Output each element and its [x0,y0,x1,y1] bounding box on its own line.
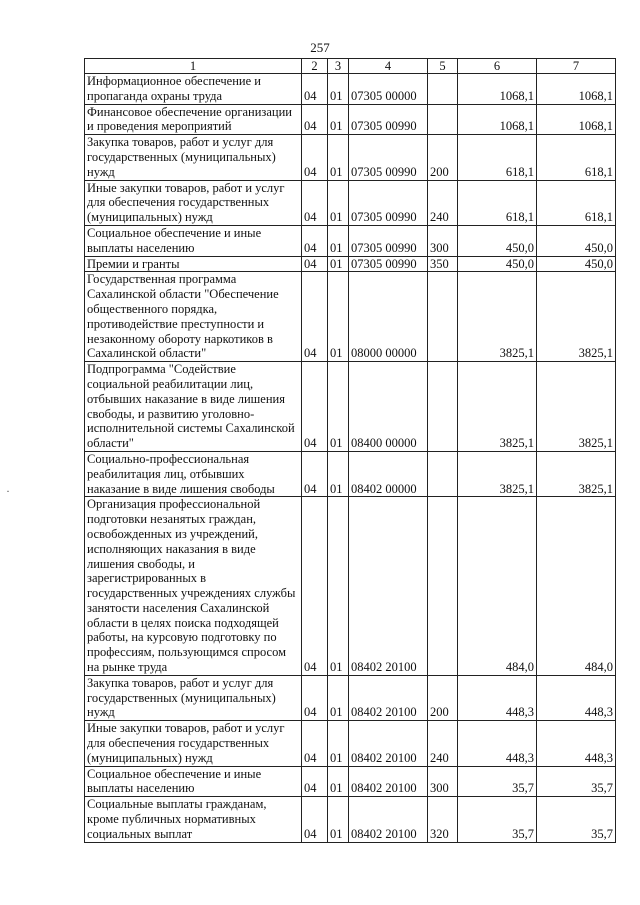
cell-section: 04 [302,272,328,362]
cell-subsection: 01 [328,135,349,180]
cell-amount-1: 450,0 [458,256,537,272]
cell-target-article: 08402 20100 [349,721,428,766]
cell-amount-1: 450,0 [458,225,537,256]
cell-name: Финансовое обеспечение организации и проведения мероприятий [85,104,302,135]
cell-target-article: 07305 00990 [349,225,428,256]
cell-expense-type: 240 [428,180,458,225]
cell-name: Премии и гранты [85,256,302,272]
cell-target-article: 07305 00000 [349,74,428,105]
cell-name: Закупка товаров, работ и услуг для государственных (муниципальных) нужд [85,675,302,720]
cell-section: 04 [302,135,328,180]
cell-target-article: 07305 00990 [349,180,428,225]
cell-name: Социальное обеспечение и иные выплаты населению [85,766,302,797]
cell-subsection: 01 [328,256,349,272]
cell-section: 04 [302,721,328,766]
cell-section: 04 [302,104,328,135]
cell-name: Социальные выплаты гражданам, кроме публичных нормативных социальных выплат [85,797,302,842]
cell-target-article: 08402 20100 [349,675,428,720]
cell-section: 04 [302,766,328,797]
cell-subsection: 01 [328,797,349,842]
table-row [85,225,616,256]
table-row [85,766,616,797]
cell-section: 04 [302,225,328,256]
cell-amount-1: 618,1 [458,180,537,225]
cell-target-article: 08402 20100 [349,766,428,797]
cell-section: 04 [302,451,328,496]
cell-amount-2: 3825,1 [537,451,616,496]
cell-amount-1: 3825,1 [458,451,537,496]
cell-amount-1: 448,3 [458,721,537,766]
cell-expense-type: 240 [428,721,458,766]
cell-section: 04 [302,675,328,720]
cell-amount-2: 450,0 [537,256,616,272]
cell-amount-1: 1068,1 [458,104,537,135]
page-number: 257 [310,40,330,55]
header-cell-2: 2 [302,59,328,74]
budget-table [84,58,616,843]
table-row [85,362,616,452]
table-row [85,451,616,496]
table-row [85,256,616,272]
cell-amount-1: 3825,1 [458,272,537,362]
cell-subsection: 01 [328,104,349,135]
cell-amount-2: 450,0 [537,225,616,256]
cell-name: Социально-профессиональная реабилитация лиц, отбывших наказание в виде лишения свободы [85,451,302,496]
cell-amount-2: 1068,1 [537,74,616,105]
table-row [85,104,616,135]
cell-amount-1: 484,0 [458,497,537,676]
cell-target-article: 08402 20100 [349,497,428,676]
cell-subsection: 01 [328,74,349,105]
cell-section: 04 [302,74,328,105]
table-row [85,272,616,362]
cell-amount-1: 35,7 [458,797,537,842]
cell-expense-type [428,362,458,452]
cell-amount-2: 35,7 [537,797,616,842]
header-cell-6: 6 [458,59,537,74]
table-row [85,675,616,720]
table-row [85,180,616,225]
cell-amount-1: 35,7 [458,766,537,797]
cell-name: Подпрограмма "Содействие социальной реабилитации лиц, отбывших наказание в виде лишения свободы, и развитию уголовно-исполнительной системы Сахалинской области" [85,362,302,452]
header-cell-1: 1 [85,59,302,74]
cell-amount-2: 484,0 [537,497,616,676]
cell-amount-2: 448,3 [537,721,616,766]
header-cell-3: 3 [328,59,349,74]
cell-expense-type [428,497,458,676]
cell-amount-2: 3825,1 [537,272,616,362]
cell-section: 04 [302,797,328,842]
cell-section: 04 [302,497,328,676]
table-body [85,74,616,843]
cell-target-article: 07305 00990 [349,104,428,135]
header-cell-7: 7 [537,59,616,74]
cell-subsection: 01 [328,766,349,797]
cell-target-article: 08402 20100 [349,797,428,842]
cell-subsection: 01 [328,272,349,362]
table-row [85,135,616,180]
cell-section: 04 [302,362,328,452]
header-row [85,59,616,74]
cell-target-article: 07305 00990 [349,135,428,180]
cell-expense-type: 200 [428,675,458,720]
cell-expense-type: 300 [428,225,458,256]
cell-subsection: 01 [328,497,349,676]
table-row [85,74,616,105]
cell-name: Государственная программа Сахалинской области "Обеспечение общественного порядка, противодействие преступности и незаконному обороту наркотиков в Сахалинской области" [85,272,302,362]
cell-name: Иные закупки товаров, работ и услуг для обеспечения государственных (муниципальных) нужд [85,721,302,766]
cell-amount-2: 618,1 [537,180,616,225]
cell-subsection: 01 [328,675,349,720]
cell-amount-2: 1068,1 [537,104,616,135]
cell-amount-2: 448,3 [537,675,616,720]
header-cell-4: 4 [349,59,428,74]
cell-expense-type: 320 [428,797,458,842]
cell-target-article: 08402 00000 [349,451,428,496]
cell-section: 04 [302,180,328,225]
cell-expense-type [428,272,458,362]
cell-name: Информационное обеспечение и пропаганда охраны труда [85,74,302,105]
cell-expense-type [428,74,458,105]
table-row [85,797,616,842]
cell-subsection: 01 [328,451,349,496]
header-cell-5: 5 [428,59,458,74]
cell-expense-type: 300 [428,766,458,797]
cell-amount-2: 618,1 [537,135,616,180]
cell-target-article: 08400 00000 [349,362,428,452]
cell-amount-1: 618,1 [458,135,537,180]
cell-subsection: 01 [328,721,349,766]
cell-amount-1: 448,3 [458,675,537,720]
cell-subsection: 01 [328,225,349,256]
cell-expense-type: 350 [428,256,458,272]
table-row [85,721,616,766]
cell-amount-2: 35,7 [537,766,616,797]
cell-subsection: 01 [328,362,349,452]
cell-name: Организация профессиональной подготовки незанятых граждан, освобожденных из учреждений, исполняющих наказания в виде лишения свободы, и зарегистрированных в государственных учреждениях службы занятости населения Сахалинской области в целях поиска подходящей работы, на курсовую подготовку по профессиям, пользующимся спросом на рынке труда [85,497,302,676]
cell-subsection: 01 [328,180,349,225]
table-row [85,497,616,676]
cell-expense-type: 200 [428,135,458,180]
cell-section: 04 [302,256,328,272]
scan-mark: · [6,484,10,498]
cell-name: Социальное обеспечение и иные выплаты населению [85,225,302,256]
cell-amount-1: 3825,1 [458,362,537,452]
cell-target-article: 08000 00000 [349,272,428,362]
cell-expense-type [428,451,458,496]
cell-name: Иные закупки товаров, работ и услуг для обеспечения государственных (муниципальных) нужд [85,180,302,225]
cell-expense-type [428,104,458,135]
cell-amount-2: 3825,1 [537,362,616,452]
cell-amount-1: 1068,1 [458,74,537,105]
cell-target-article: 07305 00990 [349,256,428,272]
cell-name: Закупка товаров, работ и услуг для государственных (муниципальных) нужд [85,135,302,180]
